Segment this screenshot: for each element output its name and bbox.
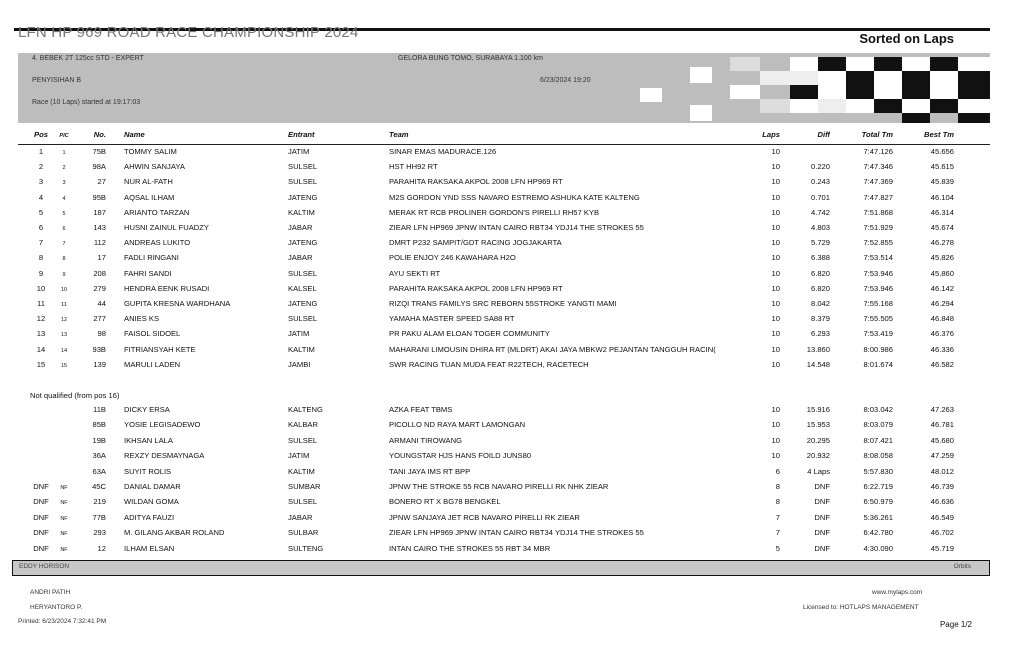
cell-no: 95B: [92, 192, 106, 202]
cell-team: YAMAHA MASTER SPEED SA88 RT: [389, 314, 515, 324]
table-row: [0, 238, 1024, 252]
cell-diff: 14.548: [806, 359, 830, 369]
table-row: [0, 528, 1024, 542]
cell-pos: 4: [38, 192, 44, 202]
cell-pos: DNF: [33, 482, 49, 491]
cell-diff: 6.820: [810, 268, 830, 278]
cell-total: 7:51.929: [863, 223, 893, 232]
cell-name: ANDREAS LUKITO: [124, 238, 191, 248]
cell-team: JPNW THE STROKE 55 RCB NAVARO PIRELLI RK NHK ZIEAR: [389, 482, 609, 491]
cell-name: DANIAL DAMAR: [124, 482, 181, 491]
cell-name: M. GILANG AKBAR ROLAND: [124, 528, 225, 538]
cell-entrant: KALTIM: [288, 344, 315, 354]
cell-best: 46.848: [930, 314, 954, 324]
table-header: [0, 130, 1024, 144]
cell-diff: DNF: [814, 512, 830, 522]
cell-entrant: JATIM: [288, 329, 310, 339]
cell-no: 93B: [92, 344, 106, 354]
cell-pos: DNF: [33, 497, 49, 507]
cell-best: 48.012: [930, 466, 954, 476]
cell-laps: 8: [775, 497, 780, 507]
cell-pic: 8: [62, 256, 66, 263]
col-pic: PIC: [59, 133, 69, 139]
cell-no: 17: [97, 253, 106, 263]
table-row: [0, 193, 1024, 207]
cell-no: 208: [93, 268, 106, 278]
cell-pic: 6: [62, 226, 66, 232]
cell-laps: 10: [771, 420, 780, 430]
cell-laps: 10: [771, 177, 780, 187]
table-row: [0, 405, 1024, 419]
cell-no: 139: [93, 359, 106, 369]
cell-best: 46.636: [930, 497, 954, 507]
cell-total: 8:03.079: [863, 420, 893, 430]
table-row: [0, 223, 1024, 237]
cell-total: 7:55.168: [863, 299, 893, 308]
cell-best: 45.680: [930, 435, 954, 445]
cell-team: TANI JAYA IMS RT BPP: [389, 466, 471, 476]
cell-laps: 10: [771, 207, 780, 217]
cell-diff: 8.379: [810, 314, 830, 324]
table-row: [0, 177, 1024, 191]
cell-total: 7:51.868: [863, 207, 893, 217]
table-row: [0, 314, 1024, 328]
cell-entrant: SULTENG: [288, 543, 324, 553]
cell-pic: 9: [62, 271, 66, 278]
cell-total: 8:07.421: [863, 435, 893, 445]
cell-total: 7:53.946: [863, 283, 893, 293]
cell-name: FAISOL SIDOEL: [124, 329, 181, 339]
cell-best: 46.278: [930, 238, 954, 248]
cell-pos: 15: [36, 359, 46, 369]
cell-no: 187: [93, 207, 106, 217]
col-diff: Diff: [817, 130, 830, 139]
cell-team: AZKA FEAT TBMS: [389, 405, 453, 414]
cell-no: 293: [93, 528, 106, 538]
cell-name: GUPITA KRESNA WARDHANA: [124, 299, 231, 308]
table-row: [0, 497, 1024, 511]
cell-pos: DNF: [33, 528, 49, 538]
table-row: [0, 360, 1024, 374]
cell-entrant: JATENG: [288, 299, 318, 308]
table-row: [0, 345, 1024, 359]
table-row: [0, 162, 1024, 176]
official-1: ANDRI PATIH: [30, 589, 71, 596]
cell-pic: 15: [60, 362, 68, 369]
cell-total: 7:47.369: [863, 177, 893, 187]
col-no: No.: [93, 130, 106, 139]
cell-no: 98A: [92, 162, 106, 172]
cell-team: JPNW SANJAYA JET RCB NAVARO PIRELLI RK ZIEAR: [389, 512, 580, 522]
cell-total: 5:36.261: [863, 512, 893, 522]
table-row: [0, 299, 1024, 313]
cell-no: 77B: [92, 512, 106, 522]
cell-total: 8:08.058: [863, 451, 893, 461]
table-row: [0, 208, 1024, 222]
page-number: Page 1/2: [939, 620, 972, 629]
cell-name: ADITYA FAUZI: [124, 512, 175, 522]
cell-no: 45C: [92, 482, 106, 491]
cell-diff: 15.953: [806, 420, 830, 430]
cell-diff: 6.820: [810, 283, 830, 293]
cell-best: 47.263: [930, 405, 954, 414]
cell-total: 6:22.719: [863, 482, 893, 491]
cell-best: 46.104: [930, 192, 954, 202]
cell-total: 7:52.855: [863, 238, 893, 248]
cell-total: 7:47.827: [863, 192, 893, 202]
cell-laps: 10: [771, 268, 780, 278]
cell-entrant: KALBAR: [288, 420, 318, 430]
not-qualified-label: Not qualified (from pos 16): [30, 391, 120, 400]
cell-name: SUYIT ROLIS: [124, 466, 172, 476]
col-entrant: Entrant: [288, 130, 315, 139]
cell-pic: 14: [60, 347, 68, 354]
table-row: [0, 253, 1024, 267]
cell-laps: 10: [771, 223, 780, 232]
printed-timestamp: Printed: 6/23/2024 7:32:41 PM: [18, 618, 107, 625]
cell-pic: 10: [60, 286, 68, 293]
cell-pos: DNF: [33, 543, 49, 553]
cell-name: WILDAN GOMA: [124, 497, 179, 507]
col-team: Team: [389, 130, 409, 139]
table-row: [0, 284, 1024, 298]
cell-pic: 13: [60, 332, 68, 339]
cell-name: ANIES KS: [124, 314, 160, 324]
cell-laps: 10: [771, 435, 780, 445]
cell-entrant: JATIM: [288, 451, 310, 461]
cell-diff: 0.243: [810, 177, 830, 187]
cell-best: 45.674: [930, 223, 954, 232]
cell-best: 46.142: [930, 283, 954, 293]
cell-diff: DNF: [814, 543, 830, 553]
cell-laps: 10: [771, 344, 780, 354]
cell-name: HUSNI ZAINUL FUADZY: [124, 223, 209, 232]
session-datetime: 6/23/2024 19:20: [540, 77, 591, 84]
cell-team: SWR RACING TUAN MUDA FEAT R22TECH, RACETECH: [389, 359, 589, 369]
cell-pic: NF: [60, 500, 68, 507]
cell-laps: 6: [775, 466, 780, 476]
cell-best: 46.702: [930, 528, 954, 538]
cell-no: 85B: [92, 420, 106, 430]
cell-team: PICOLLO ND RAYA MART LAMONGAN: [389, 420, 526, 430]
session-name: PENYISIHAN B: [32, 77, 82, 84]
cell-no: 98: [97, 329, 106, 339]
cell-pic: 11: [61, 302, 67, 308]
cell-laps: 10: [771, 359, 780, 369]
col-total: Total Tm: [861, 130, 893, 139]
cell-diff: 4 Laps: [807, 466, 830, 476]
cell-entrant: JATENG: [288, 238, 318, 248]
cell-team: PARAHITA RAKSAKA AKPOL 2008 LFN HP969 RT: [389, 283, 563, 293]
cell-name: FADLI RINGANI: [124, 253, 179, 263]
cell-pos: 9: [38, 268, 44, 278]
cell-diff: 20.932: [806, 451, 830, 461]
cell-total: 5:57.830: [863, 466, 893, 476]
sort-label: Sorted on Laps: [859, 31, 954, 46]
cell-entrant: KALSEL: [288, 283, 317, 293]
cell-diff: 4.742: [810, 207, 830, 217]
cell-diff: 0.701: [810, 192, 830, 202]
cell-best: 46.376: [930, 329, 954, 339]
cell-laps: 10: [771, 162, 780, 172]
cell-pos: 3: [38, 177, 44, 187]
cell-pos: 5: [38, 207, 44, 217]
cell-pos: 14: [36, 344, 46, 354]
race-info: Race (10 Laps) started at 19:17:03: [32, 99, 141, 106]
cell-entrant: SULSEL: [288, 497, 318, 507]
cell-pic: 3: [62, 180, 66, 187]
cell-diff: 20.295: [806, 435, 830, 445]
table-row: [0, 329, 1024, 343]
cell-pos: 7: [38, 238, 44, 248]
cell-diff: 5.729: [810, 238, 830, 248]
cell-name: YOSIE LEGISADEWO: [124, 420, 201, 430]
cell-pic: 7: [62, 241, 66, 248]
cell-pic: 4: [62, 195, 66, 202]
cell-team: HST HH92 RT: [389, 162, 438, 172]
cell-team: ZIEAR LFN HP969 JPNW INTAN CAIRO RBT34 YDJ14 THE STROKES 55: [389, 223, 644, 232]
cell-pic: 2: [62, 165, 66, 172]
cell-laps: 10: [771, 238, 780, 248]
cell-no: 27: [97, 177, 106, 187]
cell-no: 19B: [92, 435, 106, 445]
footer-box: [12, 560, 990, 576]
table-row: [0, 269, 1024, 283]
cell-team: INTAN CAIRO THE STROKES 55 RBT 34 MBR: [389, 543, 551, 553]
license: Licensed to: HOTLAPS MANAGEMENT: [803, 604, 919, 611]
page-title: LFN HP 969 ROAD RACE CHAMPIONSHIP 2024: [18, 24, 359, 41]
cell-total: 7:55.505: [863, 314, 893, 324]
cell-pic: NF: [60, 485, 68, 491]
cell-entrant: JABAR: [288, 512, 313, 522]
cell-pos: 11: [37, 299, 45, 308]
cell-name: IKHSAN LALA: [124, 435, 173, 445]
cell-name: DICKY ERSA: [124, 405, 170, 414]
cell-best: 45.826: [930, 253, 954, 263]
cell-best: 45.719: [930, 543, 954, 553]
cell-laps: 10: [771, 405, 780, 414]
cell-entrant: KALTIM: [288, 207, 315, 217]
cell-no: 143: [93, 223, 106, 232]
cell-total: 7:53.514: [863, 253, 893, 263]
venue: GELORA BUNG TOMO, SURABAYA 1.100 km: [398, 55, 543, 62]
cell-name: AQSAL ILHAM: [124, 192, 175, 202]
cell-laps: 10: [771, 299, 780, 308]
footer-box-right: Orbits: [953, 563, 971, 570]
cell-team: PARAHITA RAKSAKA AKPOL 2008 LFN HP969 RT: [389, 177, 563, 187]
cell-no: 63A: [92, 466, 106, 476]
cell-name: FAHRI SANDI: [124, 268, 172, 278]
cell-pos: 2: [38, 162, 44, 172]
cell-pic: NF: [60, 531, 68, 538]
table-row: [0, 544, 1024, 558]
cell-laps: 10: [771, 329, 780, 339]
cell-diff: 15.916: [806, 405, 830, 414]
cell-no: 75B: [92, 147, 106, 156]
cell-total: 8:01.674: [863, 359, 893, 369]
col-pos: Pos: [34, 130, 48, 139]
cell-entrant: KALTIM: [288, 466, 315, 476]
cell-laps: 7: [775, 528, 780, 538]
cell-team: YOUNGSTAR HJS HANS FOILD JUNS80: [389, 451, 532, 461]
cell-entrant: SULSEL: [288, 435, 318, 445]
cell-total: 8:03.042: [863, 405, 893, 414]
cell-entrant: KALTENG: [288, 405, 323, 414]
cell-pic: NF: [60, 515, 68, 522]
cell-best: 46.294: [930, 299, 954, 308]
cell-pic: 12: [60, 317, 68, 324]
cell-pos: DNF: [33, 512, 49, 522]
cell-diff: 6.388: [810, 253, 830, 263]
cell-best: 46.314: [930, 207, 954, 217]
cell-entrant: SULBAR: [288, 528, 319, 538]
cell-laps: 8: [775, 482, 780, 491]
col-best: Best Tm: [924, 130, 954, 139]
cell-diff: 4.803: [810, 223, 830, 232]
footer-box-left: EDDY HORISON: [19, 563, 70, 570]
cell-entrant: SULSEL: [288, 162, 318, 172]
cell-entrant: SULSEL: [288, 177, 318, 187]
cell-best: 46.549: [930, 512, 954, 522]
cell-laps: 10: [771, 253, 780, 263]
cell-pos: 1: [38, 147, 44, 156]
cell-diff: DNF: [814, 482, 830, 491]
cell-best: 46.739: [930, 482, 954, 491]
cell-diff: 13.860: [806, 344, 830, 354]
cell-total: 6:50.979: [863, 497, 893, 507]
cell-laps: 7: [775, 512, 780, 522]
cell-total: 7:47.126: [863, 147, 893, 156]
cell-laps: 10: [771, 451, 780, 461]
cell-diff: 8.042: [810, 299, 830, 308]
cell-entrant: SULSEL: [288, 268, 318, 278]
cell-no: 219: [93, 497, 106, 507]
cell-entrant: SUMBAR: [288, 482, 321, 491]
cell-no: 112: [93, 238, 106, 248]
cell-total: 7:53.419: [863, 329, 893, 339]
cell-pos: 13: [36, 329, 46, 339]
cell-team: MERAK RT RCB PROLINER GORDON'S PIRELLI RH57 KYB: [389, 207, 600, 217]
cell-name: NUR AL-FATH: [124, 177, 173, 187]
cell-entrant: JABAR: [288, 223, 313, 232]
cell-best: 45.860: [930, 268, 954, 278]
cell-pic: NF: [60, 546, 68, 553]
cell-team: ARMANI TIROWANG: [389, 435, 462, 445]
cell-diff: 0.220: [810, 162, 830, 172]
cell-laps: 10: [771, 192, 780, 202]
cell-pic: 5: [62, 210, 66, 217]
cell-best: 45.839: [930, 177, 954, 187]
class-name: 4. BEBEK 2T 125cc STD - EXPERT: [32, 55, 144, 62]
table-row: [0, 147, 1024, 161]
cell-team: PR PAKU ALAM ELOAN TOGER COMMUNITY: [389, 329, 550, 339]
cell-entrant: JATIM: [288, 147, 310, 156]
cell-team: M2S GORDON YND SSS NAVARO ESTREMO ASHUKA KATE KALTENG: [389, 192, 640, 202]
cell-name: FITRIANSYAH KETE: [124, 344, 196, 354]
cell-best: 46.336: [930, 344, 954, 354]
cell-total: 4:30.090: [863, 543, 893, 553]
cell-total: 8:00.986: [863, 344, 893, 354]
cell-no: 36A: [92, 451, 106, 461]
cell-total: 7:53.946: [863, 268, 893, 278]
cell-team: AYU SEKTI RT: [389, 268, 441, 278]
cell-best: 45.656: [930, 147, 954, 156]
table-row: [0, 467, 1024, 481]
col-name: Name: [124, 130, 145, 139]
official-2: HERYANTORO P.: [30, 604, 83, 611]
cell-team: ZIEAR LFN HP969 JPNW INTAN CAIRO RBT34 YDJ14 THE STROKES 55: [389, 528, 644, 538]
table-row: [0, 420, 1024, 434]
cell-diff: DNF: [814, 528, 830, 538]
cell-name: HENDRA EENK RUSADI: [124, 283, 210, 293]
cell-laps: 10: [771, 314, 780, 324]
cell-total: 6:42.780: [863, 528, 893, 538]
checkered-flag-icon: [620, 53, 990, 123]
cell-no: 44: [97, 299, 106, 308]
cell-pos: 6: [38, 223, 44, 232]
table-row: [0, 436, 1024, 450]
cell-team: RIZQI TRANS FAMILYS SRC REBORN 55STROKE YANGTI MAMI: [389, 299, 617, 308]
cell-name: MARULI LADEN: [124, 359, 181, 369]
cell-name: REXZY DESMAYNAGA: [124, 451, 205, 461]
table-row: [0, 482, 1024, 496]
cell-no: 277: [93, 314, 106, 324]
cell-team: MAHARANI LIMOUSIN DHIRA RT (MLDRT) AKAI JAYA MBKW2 PEJANTAN TANGGUH RACIN(: [389, 344, 716, 354]
cell-best: 46.781: [930, 420, 954, 430]
cell-entrant: JATENG: [288, 192, 318, 202]
website: www.mylaps.com: [872, 589, 923, 596]
cell-diff: DNF: [814, 497, 830, 507]
cell-entrant: SULSEL: [288, 314, 318, 324]
cell-name: ARIANTO TARZAN: [124, 207, 190, 217]
cell-entrant: JAMBI: [288, 359, 311, 369]
table-row: [0, 451, 1024, 465]
cell-best: 46.582: [930, 359, 954, 369]
cell-no: 12: [97, 543, 106, 553]
table-row: [0, 513, 1024, 527]
header-divider: [18, 144, 990, 145]
cell-pos: 12: [36, 314, 46, 324]
cell-best: 47.259: [930, 451, 954, 461]
col-laps: Laps: [762, 130, 780, 139]
cell-laps: 10: [771, 147, 780, 156]
cell-laps: 5: [775, 543, 780, 553]
cell-pos: 10: [36, 283, 46, 293]
cell-name: AHWIN SANJAYA: [124, 162, 185, 172]
cell-team: BONERO RT X BG78 BENGKEL: [389, 497, 501, 507]
cell-laps: 10: [771, 283, 780, 293]
cell-name: TOMMY SALIM: [124, 147, 177, 156]
cell-team: POLIE ENJOY 246 KAWAHARA H2O: [389, 253, 516, 263]
cell-no: 279: [93, 283, 106, 293]
cell-team: SINAR EMAS MADURACE.126: [389, 147, 497, 156]
cell-pic: 1: [62, 150, 66, 156]
cell-team: DMRT P232 SAMPIT/GDT RACING JOGJAKARTA: [389, 238, 562, 248]
cell-entrant: JABAR: [288, 253, 313, 263]
cell-total: 7:47.346: [863, 162, 893, 172]
cell-name: ILHAM ELSAN: [124, 543, 175, 553]
cell-no: 11B: [93, 405, 106, 414]
cell-diff: 6.293: [810, 329, 830, 339]
cell-pos: 8: [38, 253, 44, 263]
cell-best: 45.615: [930, 162, 954, 172]
